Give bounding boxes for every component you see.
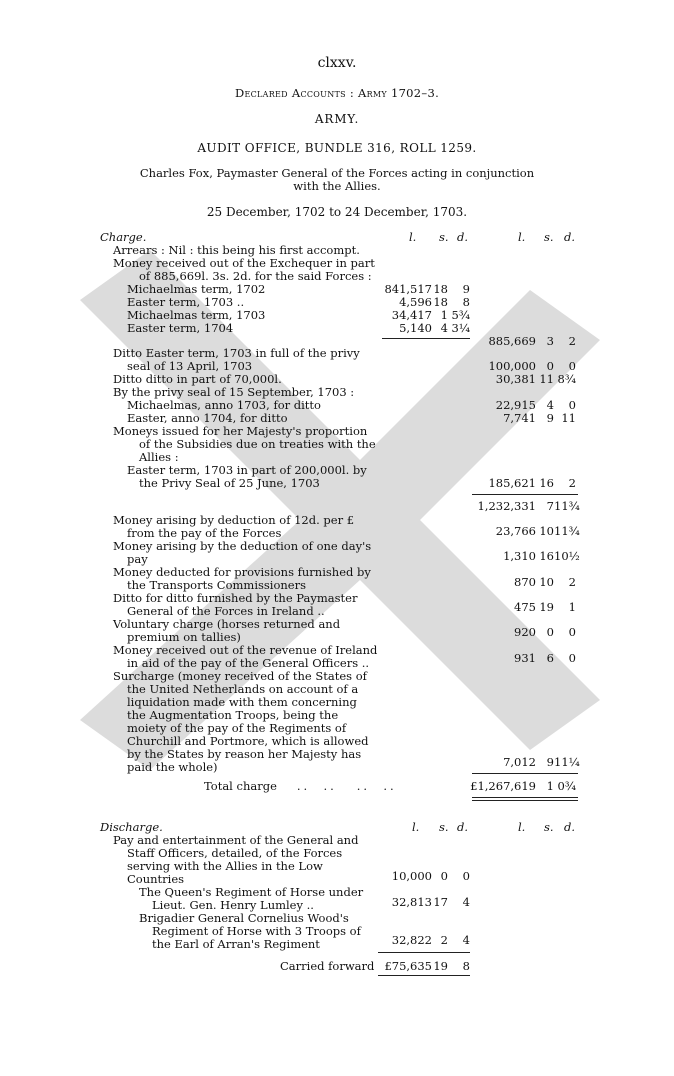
col-header-d: d. — [457, 230, 469, 244]
amount-s: 7 — [546, 499, 554, 513]
amount-d: 1 — [568, 600, 576, 614]
col-header-d-2: d. — [564, 820, 576, 834]
amount-d: 11¼ — [554, 755, 580, 769]
amount-s: 10 — [539, 575, 554, 589]
amount-d: 8 — [462, 295, 470, 309]
charge-line: Money deducted for provisions furnished by — [113, 565, 371, 579]
amount-l: 1,232,331 — [477, 499, 536, 513]
charge-line: Easter term, 1703 in part of 200,000l. by — [127, 463, 367, 477]
amount-l: 1,310 — [503, 549, 536, 563]
carried-rule-bottom — [378, 975, 470, 976]
page-number: clxxv. — [317, 55, 357, 71]
charge-heading: Charge. — [100, 230, 147, 244]
running-head: Declared Accounts : Army 1702–3. — [234, 86, 440, 100]
charge-line: Money received out of the revenue of Ireland — [113, 643, 378, 657]
charge-line: from the pay of the Forces — [127, 526, 282, 540]
charge-line: Money received out of the Exchequer in part — [113, 256, 375, 270]
total-s: 1 — [546, 779, 554, 793]
col-header-d: d. — [457, 820, 469, 834]
charge-line: Arrears : Nil : this being his first accompt. — [113, 243, 360, 257]
amount-d: 10½ — [554, 549, 580, 563]
discharge-line: Brigadier General Cornelius Wood's — [139, 911, 349, 925]
charge-line: paid the whole) — [127, 760, 218, 774]
charge-line: Ditto for ditto furnished by the Paymaster — [113, 591, 358, 605]
discharge-line: the Earl of Arran's Regiment — [152, 937, 320, 951]
discharge-line: Pay and entertainment of the General and — [113, 833, 359, 847]
amount-d: 11¾ — [554, 524, 580, 538]
amount-d: 11¾ — [554, 499, 580, 513]
discharge-line: The Queen's Regiment of Horse under — [139, 885, 364, 899]
amount-s: 17 — [433, 895, 448, 909]
charge-line: moiety of the pay of the Regiments of — [127, 721, 347, 735]
charge-line: Ditto Easter term, 1703 in full of the privy — [113, 346, 360, 360]
amount-l: 475 — [514, 600, 536, 614]
amount-l: 23,766 — [495, 524, 536, 538]
amount-s: 6 — [546, 651, 554, 665]
charge-line: Easter term, 1703 .. — [127, 295, 245, 309]
source-title: AUDIT OFFICE, BUNDLE 316, ROLL 1259. — [197, 141, 477, 155]
charge-line: Moneys issued for her Majesty's proportion — [113, 424, 368, 438]
amount-s: 16 — [539, 476, 554, 490]
carried-s: 19 — [433, 959, 448, 973]
amount-l: 931 — [514, 651, 536, 665]
amount-d: 4 — [462, 895, 470, 909]
col-header-l: l. — [409, 230, 417, 244]
discharge-line: Regiment of Horse with 3 Troops of — [152, 924, 361, 938]
amount-l: 30,381 — [495, 372, 536, 386]
period: 25 December, 1702 to 24 December, 1703. — [206, 205, 468, 219]
charge-line: Michaelmas term, 1703 — [127, 308, 266, 322]
discharge-line: Lieut. Gen. Henry Lumley .. — [152, 898, 314, 912]
amount-s: 18 — [433, 282, 448, 296]
col-header-l-2: l. — [518, 820, 526, 834]
amount-s: 0 — [440, 869, 448, 883]
charge-line: in aid of the pay of the General Officers .. — [127, 656, 370, 670]
charge-line: Money arising by the deduction of one day's — [113, 539, 372, 553]
amount-s: 4 — [546, 398, 554, 412]
amount-d: 2 — [568, 334, 576, 348]
paymaster-line-2: with the Allies. — [293, 179, 381, 193]
col-header-s: s. — [439, 230, 449, 244]
charge-line: of 885,669l. 3s. 2d. for the said Forces : — [139, 269, 372, 283]
col-header-l: l. — [412, 820, 420, 834]
total-charge-label: Total charge .. .. .. .. — [204, 779, 397, 793]
carried-rule-top — [378, 952, 470, 953]
amount-s: 2 — [440, 933, 448, 947]
discharge-line: Staff Officers, detailed, of the Forces — [127, 846, 343, 860]
charge-line: the Augmentation Troops, being the — [127, 708, 339, 722]
charge-line: by the States by reason her Majesty has — [127, 747, 362, 761]
amount-d: 9 — [462, 282, 470, 296]
amount-s: 0 — [546, 625, 554, 639]
charge-line: Voluntary charge (horses returned and — [113, 617, 341, 631]
discharge-line: Countries — [127, 872, 185, 886]
amount-d: 0 — [462, 869, 470, 883]
amount-s: 18 — [433, 295, 448, 309]
amount-s: 0 — [546, 359, 554, 373]
col-header-l-2: l. — [518, 230, 526, 244]
amount-l: 34,417 — [391, 308, 432, 322]
charge-line: Surcharge (money received of the States of — [113, 669, 367, 683]
total-d: 0¾ — [557, 779, 576, 793]
charge-line: Churchill and Portmore, which is allowed — [127, 734, 369, 748]
amount-s: 4 — [440, 321, 448, 335]
amount-l: 185,621 — [488, 476, 536, 490]
charge-line: the Privy Seal of 25 June, 1703 — [139, 476, 320, 490]
total-rule-bottom — [472, 797, 578, 798]
amount-l: 7,012 — [503, 755, 536, 769]
charge-line: Easter, anno 1704, for ditto — [127, 411, 288, 425]
amount-d: 3¼ — [451, 321, 470, 335]
amount-s: 1 — [440, 308, 448, 322]
amount-l: 885,669 — [488, 334, 536, 348]
charge-line: of the Subsidies due on treaties with the — [139, 437, 376, 451]
carried-forward-label: Carried forward — [280, 959, 375, 973]
col-header-s-2: s. — [544, 230, 554, 244]
charge-line: premium on tallies) — [127, 630, 241, 644]
amount-d: 0 — [568, 625, 576, 639]
amount-l: 32,822 — [391, 933, 432, 947]
amount-s: 10 — [539, 524, 554, 538]
amount-l: 10,000 — [391, 869, 432, 883]
charge-line: By the privy seal of 15 September, 1703 : — [113, 385, 355, 399]
carried-d: 8 — [462, 959, 470, 973]
total-rule-top — [472, 773, 578, 774]
amount-s: 16 — [539, 549, 554, 563]
charge-line: liquidation made with them concerning — [127, 695, 357, 709]
amount-l: 841,517 — [384, 282, 432, 296]
amount-d: 2 — [568, 476, 576, 490]
amount-l: 4,596 — [399, 295, 432, 309]
charge-line: pay — [127, 552, 148, 566]
amount-d: 0 — [568, 398, 576, 412]
paymaster-line-1: Charles Fox, Paymaster General of the Forces acting in conjunction — [139, 166, 535, 180]
amount-l: 5,140 — [399, 321, 432, 335]
amount-s: 9 — [546, 411, 554, 425]
charge-line: Money arising by deduction of 12d. per £ — [113, 513, 355, 527]
total-l: £1,267,619 — [470, 779, 536, 793]
amount-d: 11 — [561, 411, 576, 425]
amount-d: 5¾ — [451, 308, 470, 322]
amount-s: 19 — [539, 600, 554, 614]
charge-line: General of the Forces in Ireland .. — [127, 604, 325, 618]
amount-l: 7,741 — [503, 411, 536, 425]
amount-s: 3 — [546, 334, 554, 348]
col-header-s-2: s. — [544, 820, 554, 834]
amount-s: 11 — [539, 372, 554, 386]
amount-d: 0 — [568, 651, 576, 665]
amount-l: 920 — [514, 625, 536, 639]
charge-line: the United Netherlands on account of a — [127, 682, 359, 696]
discharge-heading: Discharge. — [100, 820, 163, 834]
col-header-d-2: d. — [564, 230, 576, 244]
carried-l: £75,635 — [384, 959, 432, 973]
amount-l: 32,813 — [391, 895, 432, 909]
amount-d: 8¾ — [557, 372, 576, 386]
charge-line: the Transports Commissioners — [127, 578, 307, 592]
section-title: ARMY. — [314, 112, 360, 126]
charge-line: Michaelmas, anno 1703, for ditto — [127, 398, 321, 412]
amount-d: 0 — [568, 359, 576, 373]
charge-line: Allies : — [139, 450, 179, 464]
total-rule-bottom-2 — [472, 800, 578, 801]
col-header-s: s. — [439, 820, 449, 834]
amount-l: 22,915 — [495, 398, 536, 412]
subtotal-rule — [382, 338, 470, 339]
discharge-line: serving with the Allies in the Low — [127, 859, 323, 873]
charge-line: seal of 13 April, 1703 — [127, 359, 253, 373]
charge-line: Ditto ditto in part of 70,000l. — [113, 372, 282, 386]
amount-s: 9 — [546, 755, 554, 769]
charge-line: Michaelmas term, 1702 — [127, 282, 266, 296]
charge-line: Easter term, 1704 — [127, 321, 234, 335]
amount-d: 4 — [462, 933, 470, 947]
amount-l: 100,000 — [488, 359, 536, 373]
subtotal-rule — [472, 494, 578, 495]
amount-d: 2 — [568, 575, 576, 589]
amount-l: 870 — [514, 575, 536, 589]
